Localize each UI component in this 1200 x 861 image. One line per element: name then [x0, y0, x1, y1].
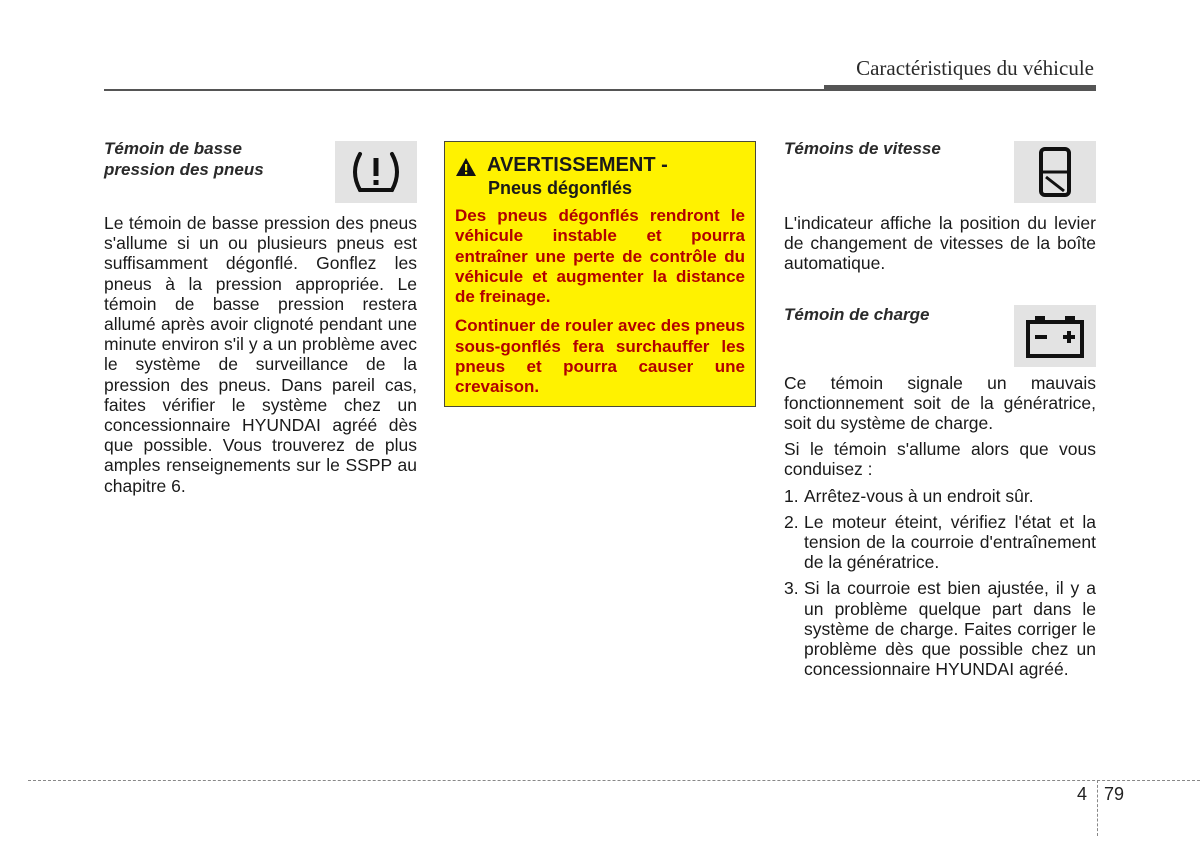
charge-warning-heading: Témoin de charge: [784, 304, 930, 324]
tire-pressure-warning-icon: [335, 141, 417, 203]
warning-triangle-icon: [455, 157, 477, 177]
speed-indicator-heading: Témoins de vitesse: [784, 139, 941, 158]
page-number: 79: [1104, 784, 1125, 804]
footer-rule: [28, 780, 1200, 781]
tire-pressure-body: Le témoin de basse pression des pneus s'allume si un ou plusieurs pneus est suffisamment dégonflé. Gonflez les pneus à la pression appropriée. Le témoin de basse pression restera allumé après avoir clignoté pendant une minute environ s'il y a un problème avec le système de surveillance de la pression des pneus. Dans pareil cas, faites vérifier le système chez un concessionnaire HYUNDAI agréé dès que possible. Vous trouverez de plus amples renseignements sur le SSPP au chapitre 6.: [104, 213, 417, 496]
list-item: 2. Le moteur éteint, vérifiez l'état et la tension de la courroie d'entraînement de la génératrice.: [784, 511, 1096, 573]
speed-indicator-body: L'indicateur affiche la position du levier de changement de vitesses de la boîte automatique.: [784, 213, 1096, 274]
warning-title: AVERTISSEMENT -: [487, 154, 668, 176]
charge-steps-list: [784, 486, 1096, 680]
warning-subtitle: Pneus dégonflés: [488, 178, 633, 198]
header-rule: [104, 89, 1096, 91]
charge-warning-body-2: Si le témoin s'allume alors que vous conduisez :: [784, 439, 1096, 480]
warning-paragraph-2: Continuer de rouler avec des pneus sous-gonflés fera surchauffer les pneus et pourra causer une crevaison.: [455, 316, 745, 397]
tire-pressure-heading: Témoin de basse pression des pneus: [104, 139, 264, 179]
running-header: Caractéristiques du véhicule: [856, 56, 1094, 80]
right-column: [784, 138, 1096, 685]
battery-charge-icon: [1014, 305, 1096, 367]
list-item: 3. Si la courroie est bien ajustée, il y a un problème quelque part dans le système de charge. Faites corriger le problème dès que possible chez un concessionnaire HYUNDAI agréé.: [784, 578, 1096, 680]
chapter-number: 4: [1077, 784, 1088, 804]
list-item: 1. Arrêtez-vous à un endroit sûr.: [784, 485, 1034, 506]
gear-position-indicator-icon: [1014, 141, 1096, 203]
footer-divider: [1097, 780, 1098, 836]
warning-paragraph-1: Des pneus dégonflés rendront le véhicule instable et pourra entraîner une perte de contrôle du véhicule et augmenter la distance de freinage.: [455, 206, 745, 307]
warning-box: [444, 141, 756, 407]
charge-warning-body-1: Ce témoin signale un mauvais fonctionnement soit de la génératrice, soit du système de charge.: [784, 372, 1096, 434]
